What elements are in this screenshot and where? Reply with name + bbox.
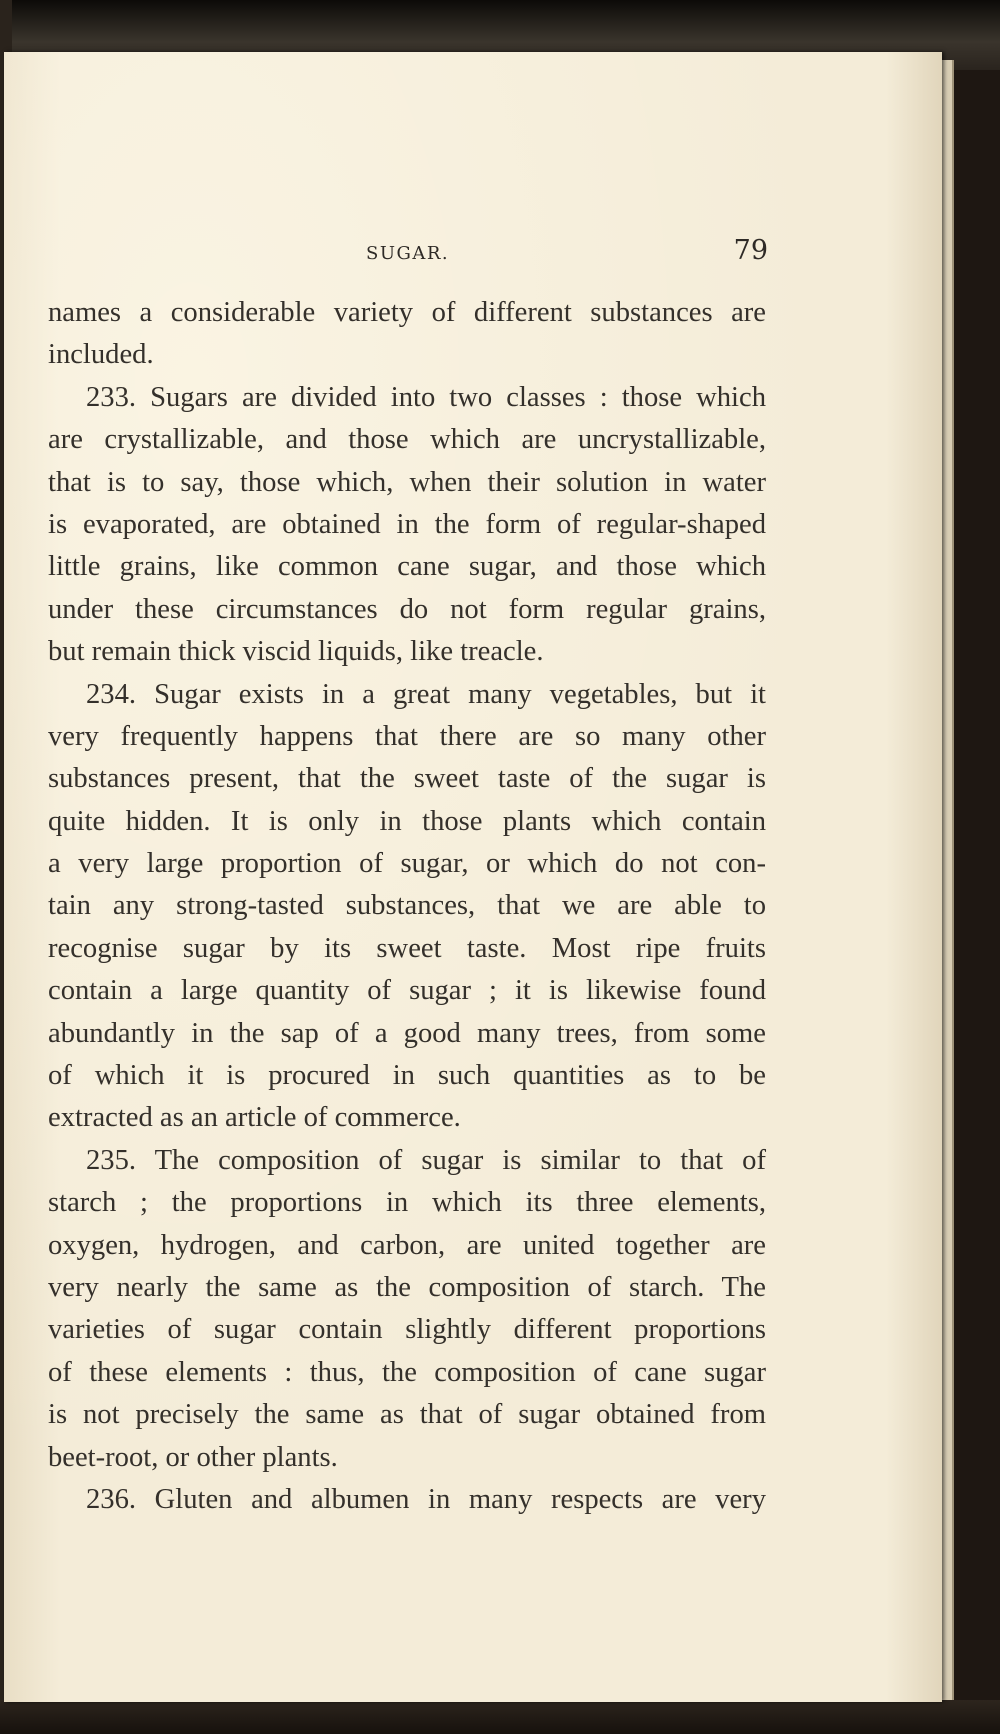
text-line: starch ; the proportions in which its three elements, [48, 1187, 766, 1219]
text-line: very frequently happens that there are so many other [48, 720, 766, 752]
running-title: SUGAR. [366, 243, 450, 264]
text-line: is evaporated, are obtained in the form of regular-shaped [48, 508, 766, 540]
text-line: tain any strong-tasted substances, that we are able to [48, 890, 766, 922]
text-line: of these elements : thus, the composition of cane sugar [48, 1356, 766, 1388]
text-line: abundantly in the sap of a good many trees, from some [48, 1017, 766, 1049]
text-line: under these circumstances do not form regular grains, [48, 593, 766, 625]
text-line: are crystallizable, and those which are uncrystallizable, [48, 424, 766, 456]
text-line: recognise sugar by its sweet taste. Most ripe fruits [48, 932, 766, 964]
text-line: quite hidden. It is only in those plants which contain [48, 805, 766, 837]
text-line: 234. Sugar exists in a great many vegetables, but it [86, 678, 766, 710]
page-edge [942, 60, 954, 1700]
text-line: 236. Gluten and albumen in many respects are very [86, 1483, 766, 1515]
running-head [48, 235, 768, 275]
text-line: a very large proportion of sugar, or which do not con- [48, 848, 766, 880]
body-text [48, 292, 766, 1521]
text-line: very nearly the same as the composition of starch. The [48, 1271, 766, 1303]
text-line: little grains, like common cane sugar, and those which [48, 551, 766, 583]
text-line: included. [48, 339, 154, 371]
text-line: substances present, that the sweet taste of the sugar is [48, 763, 766, 795]
text-line: oxygen, hydrogen, and carbon, are united together are [48, 1229, 766, 1261]
text-line: 233. Sugars are divided into two classes : those which [86, 381, 766, 413]
book-bottom-edge [0, 1700, 1000, 1734]
text-line: of which it is procured in such quantities as to be [48, 1060, 766, 1092]
text-line: is not precisely the same as that of sugar obtained from [48, 1399, 766, 1431]
text-line: names a considerable variety of different substances are [48, 297, 766, 328]
page-number: 79 [733, 235, 768, 266]
text-line: contain a large quantity of sugar ; it is likewise found [48, 975, 766, 1007]
text-line: extracted as an article of commerce. [48, 1102, 461, 1134]
book-page [4, 52, 942, 1702]
text-line: but remain thick viscid liquids, like treacle. [48, 636, 544, 668]
text-line: that is to say, those which, when their solution in water [48, 466, 766, 498]
text-line: varieties of sugar contain slightly different proportions [48, 1314, 766, 1346]
text-line: 235. The composition of sugar is similar to that of [86, 1144, 766, 1176]
text-line: beet-root, or other plants. [48, 1441, 338, 1473]
